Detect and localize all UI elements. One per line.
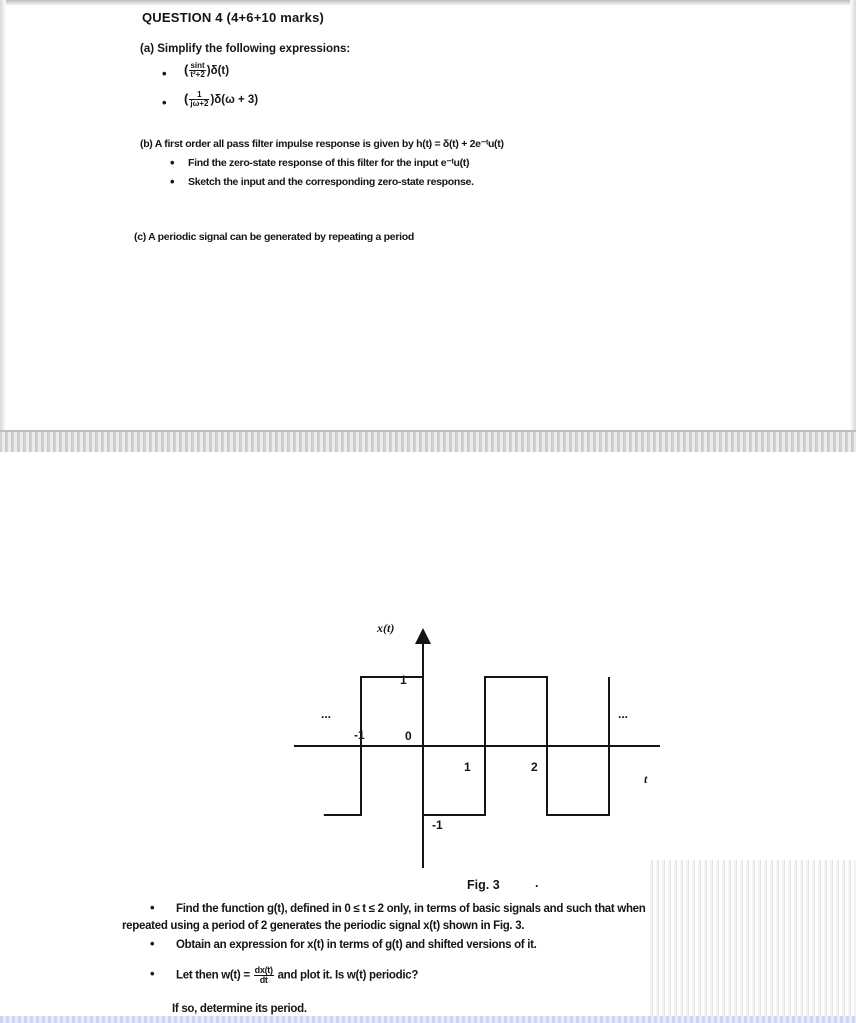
y-axis-label: x(t) [377,621,395,635]
task-line-2: repeated using a period of 2 generates the periodic signal x(t) shown in Fig. 3. [122,920,525,932]
bullet-icon: • [162,66,167,81]
bullet-icon: • [170,155,175,170]
label-minus-one-x: -1 [354,728,365,742]
label-minus-one-bottom: -1 [432,818,443,832]
bullet-icon: • [150,900,155,915]
bullet-icon: • [150,936,155,951]
x-axis-label: t [644,772,648,786]
label-zero: 0 [405,729,412,743]
part-a-expression-1: ( $\frac{\sin t}{\text{t²+2}}$ )δ(t) [184,61,230,80]
task-line-3: Obtain an expression for x(t) in terms of g(t) and shifted versions of it. [176,939,537,951]
bullet-icon: • [162,95,167,110]
bullet-icon: • [150,966,155,981]
right-continuation: ... [618,707,629,721]
part-a-expression-2: ( $\frac{1}{j\omega+2}$ )δ(ω + 3) [184,90,259,109]
figure-caption-dot: . [535,876,539,890]
bullet-icon: • [170,174,175,189]
part-a-heading: (a) Simplify the following expressions: [140,43,351,55]
label-one-top: 1 [400,673,407,687]
label-two-x: 2 [531,760,538,774]
question-title: QUESTION 4 (4+6+10 marks) [142,10,325,25]
task-line-5: If so, determine its period. [172,1003,307,1015]
task-line-4: Let then w(t) = $\frac{dx(t)}{dt}$ and plot it. Is w(t) periodic? [176,965,419,985]
left-continuation: ... [321,707,332,721]
part-c-heading: (c) A periodic signal can be generated by repeating a period [134,231,414,243]
part-b-heading: (b) A first order all pass filter impulse response is given by h(t) = δ(t) + 2e⁻ᵗu(t) [140,138,504,150]
part-b-bullet-1: Find the zero-state response of this filter for the input e⁻ᵗu(t) [188,157,470,169]
figure-caption: Fig. 3 [467,878,500,892]
page-bottom-edge [0,1016,856,1023]
part-b-bullet-2: Sketch the input and the corresponding zero-state response. [188,176,474,188]
task-line-1: Find the function g(t), defined in 0 ≤ t ≤ 2 only, in terms of basic signals and such that when [176,903,646,915]
label-one-x: 1 [464,760,471,774]
